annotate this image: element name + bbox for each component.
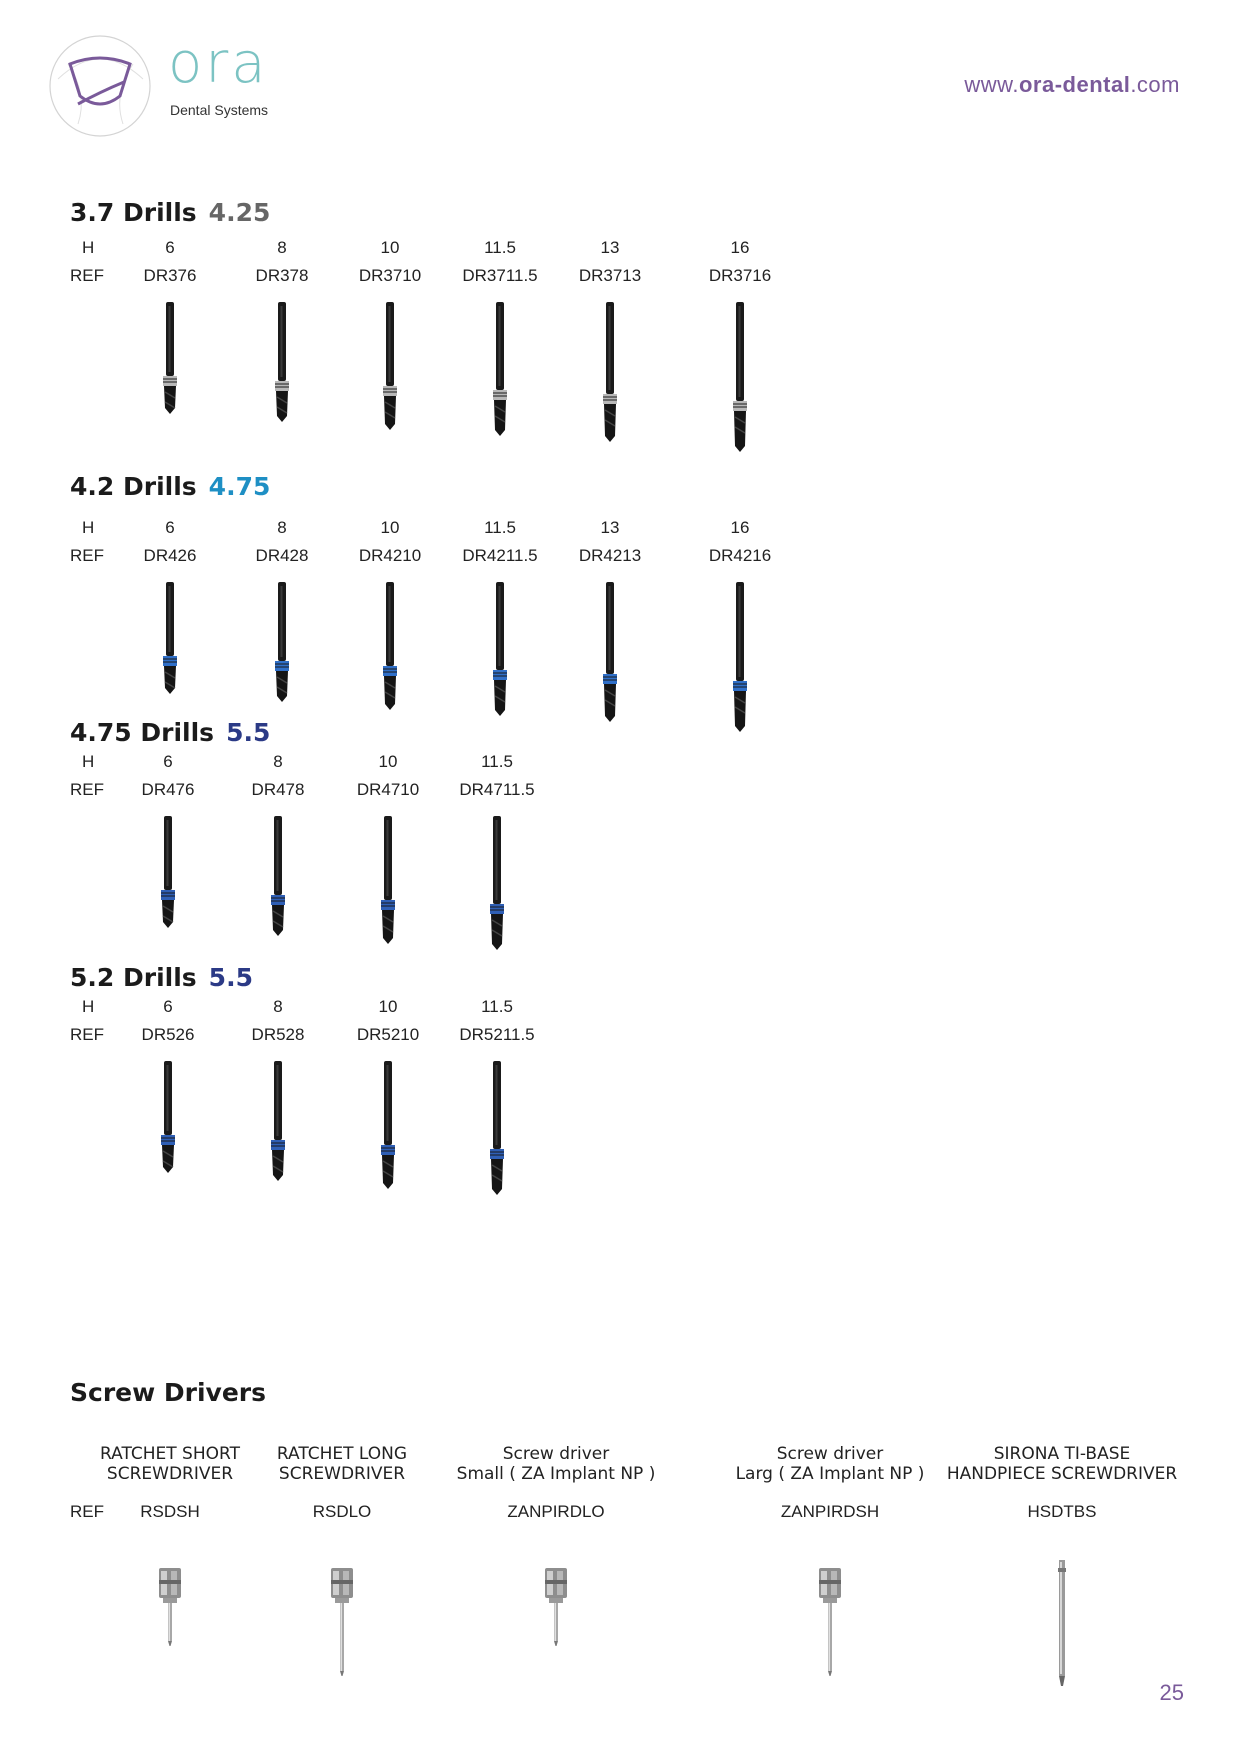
h-value: 16 bbox=[730, 518, 750, 537]
h-value: 6 bbox=[165, 518, 175, 537]
brand-name: ora bbox=[168, 31, 269, 96]
h-value: 10 bbox=[380, 518, 400, 537]
screw-driver-name-line2: SCREWDRIVER bbox=[278, 1464, 406, 1484]
ref-label: REF bbox=[70, 1025, 104, 1044]
drill-image bbox=[378, 582, 402, 714]
screwdriver-icon bbox=[1047, 1560, 1077, 1686]
ref-code: DR476 bbox=[141, 780, 195, 799]
drill-image bbox=[378, 302, 402, 434]
screw-driver-image bbox=[327, 1568, 357, 1680]
ref-code: DR478 bbox=[251, 780, 305, 799]
drill-bit-icon bbox=[378, 302, 402, 430]
h-value: 8 bbox=[273, 752, 283, 771]
h-value: 11.5 bbox=[484, 238, 516, 257]
screwdriver-icon bbox=[815, 1568, 845, 1676]
ref-code: DR376 bbox=[143, 266, 197, 285]
h-value: 6 bbox=[163, 752, 173, 771]
ora-logo-mark bbox=[48, 34, 153, 139]
drill-bit-icon bbox=[156, 816, 180, 928]
screw-driver-name bbox=[736, 1444, 925, 1484]
ref-code: DR4210 bbox=[358, 546, 422, 565]
h-label: H bbox=[82, 518, 95, 537]
screw-driver-name bbox=[947, 1444, 1177, 1484]
screw-driver-name-line1: RATCHET LONG bbox=[276, 1444, 408, 1464]
h-value: 6 bbox=[165, 238, 175, 257]
drill-image bbox=[485, 816, 509, 954]
drill-image bbox=[156, 1061, 180, 1177]
page-number: 25 bbox=[1159, 1680, 1184, 1705]
ref-code: DR526 bbox=[141, 1025, 195, 1044]
ref-code: DR5211.5 bbox=[459, 1025, 535, 1044]
drill-image bbox=[156, 816, 180, 932]
h-value: 13 bbox=[600, 518, 620, 537]
screw-driver-image bbox=[1047, 1560, 1077, 1690]
screw-driver-name-line2: SCREWDRIVER bbox=[106, 1464, 234, 1484]
h-value: 8 bbox=[277, 518, 287, 537]
h-label: H bbox=[82, 238, 95, 257]
section-title-0 bbox=[70, 198, 270, 227]
ref-code: DR4211.5 bbox=[462, 546, 538, 565]
screw-driver-ref: ZANPIRDSH bbox=[780, 1502, 880, 1521]
drill-bit-icon bbox=[270, 302, 294, 422]
screw-driver-name-line2: Larg ( ZA Implant NP ) bbox=[735, 1464, 925, 1484]
section-title-text: 5.2 Drills bbox=[70, 963, 197, 992]
drill-bit-icon bbox=[266, 1061, 290, 1181]
screwdriver-icon bbox=[327, 1568, 357, 1676]
h-value: 13 bbox=[600, 238, 620, 257]
screw-driver-name-line1: SIRONA TI-BASE bbox=[993, 1444, 1131, 1464]
drill-bit-icon bbox=[728, 302, 752, 452]
h-value: 10 bbox=[380, 238, 400, 257]
drill-image bbox=[376, 1061, 400, 1193]
section-title-text: 3.7 Drills bbox=[70, 198, 197, 227]
drill-bit-icon bbox=[598, 302, 622, 442]
drill-bit-icon bbox=[376, 1061, 400, 1189]
ref-code: DR428 bbox=[255, 546, 309, 565]
h-value: 11.5 bbox=[481, 997, 513, 1016]
drill-image bbox=[158, 582, 182, 698]
screw-drivers-title: Screw Drivers bbox=[70, 1378, 267, 1407]
drill-image bbox=[488, 302, 512, 440]
website-link[interactable] bbox=[964, 72, 1180, 98]
drill-bit-icon bbox=[266, 816, 290, 936]
drill-image bbox=[270, 582, 294, 706]
ref-label: REF bbox=[70, 1502, 104, 1521]
website-prefix: www. bbox=[964, 72, 1019, 97]
website-main: ora-dental bbox=[1018, 72, 1131, 97]
ref-code: DR3713 bbox=[578, 266, 642, 285]
section-title-3 bbox=[70, 963, 253, 992]
section-size: 5.5 bbox=[208, 963, 253, 992]
screw-driver-name-line1: Screw driver bbox=[776, 1444, 884, 1464]
screw-driver-name bbox=[100, 1444, 240, 1484]
h-value: 10 bbox=[378, 752, 398, 771]
h-value: 8 bbox=[277, 238, 287, 257]
section-title-2 bbox=[70, 718, 270, 747]
h-label: H bbox=[82, 752, 95, 771]
website-suffix: .com bbox=[1130, 72, 1180, 97]
ref-code: DR3710 bbox=[358, 266, 422, 285]
drill-bit-icon bbox=[270, 582, 294, 702]
screw-driver-name-line2: Small ( ZA Implant NP ) bbox=[456, 1464, 656, 1484]
drill-image bbox=[376, 816, 400, 948]
ref-label: REF bbox=[70, 780, 104, 799]
ref-code: DR4710 bbox=[356, 780, 420, 799]
screw-driver-image bbox=[541, 1568, 571, 1650]
ref-label: REF bbox=[70, 546, 104, 565]
screw-driver-name-line2: HANDPIECE SCREWDRIVER bbox=[946, 1464, 1178, 1484]
drill-bit-icon bbox=[376, 816, 400, 944]
h-value: 11.5 bbox=[481, 752, 513, 771]
ref-code: DR3711.5 bbox=[462, 266, 538, 285]
drill-image bbox=[485, 1061, 509, 1199]
drill-bit-icon bbox=[598, 582, 622, 722]
drill-image bbox=[270, 302, 294, 426]
drill-bit-icon bbox=[156, 1061, 180, 1173]
section-title-1 bbox=[70, 472, 270, 501]
ref-label: REF bbox=[70, 266, 104, 285]
drill-image bbox=[728, 302, 752, 456]
brand-subtitle: Dental Systems bbox=[170, 102, 269, 118]
drill-image bbox=[266, 1061, 290, 1185]
drill-bit-icon bbox=[488, 582, 512, 716]
drill-image bbox=[598, 582, 622, 726]
drill-bit-icon bbox=[158, 582, 182, 694]
section-size: 5.5 bbox=[226, 718, 271, 747]
section-size: 4.75 bbox=[208, 472, 271, 501]
ref-code: DR378 bbox=[255, 266, 309, 285]
screw-driver-ref: RSDSH bbox=[140, 1502, 200, 1521]
drill-bit-icon bbox=[378, 582, 402, 710]
screwdriver-icon bbox=[155, 1568, 185, 1646]
drill-image bbox=[266, 816, 290, 940]
ref-code: DR4213 bbox=[578, 546, 642, 565]
ref-code: DR3716 bbox=[708, 266, 772, 285]
screw-driver-ref: ZANPIRDLO bbox=[507, 1502, 605, 1521]
drill-image bbox=[158, 302, 182, 418]
h-value: 8 bbox=[273, 997, 283, 1016]
section-size: 4.25 bbox=[208, 198, 271, 227]
screw-driver-image bbox=[815, 1568, 845, 1680]
ref-code: DR528 bbox=[251, 1025, 305, 1044]
drill-bit-icon bbox=[485, 816, 509, 950]
h-label: H bbox=[82, 997, 95, 1016]
ref-code: DR426 bbox=[143, 546, 197, 565]
screw-driver-image bbox=[155, 1568, 185, 1650]
h-value: 16 bbox=[730, 238, 750, 257]
screw-driver-name bbox=[277, 1444, 407, 1484]
screwdriver-icon bbox=[541, 1568, 571, 1646]
drill-bit-icon bbox=[158, 302, 182, 414]
section-title-text: 4.2 Drills bbox=[70, 472, 197, 501]
section-title-text: 4.75 Drills bbox=[70, 718, 215, 747]
drill-image bbox=[728, 582, 752, 736]
drill-bit-icon bbox=[728, 582, 752, 732]
ref-code: DR5210 bbox=[356, 1025, 420, 1044]
h-value: 11.5 bbox=[484, 518, 516, 537]
h-value: 10 bbox=[378, 997, 398, 1016]
drill-image bbox=[488, 582, 512, 720]
screw-driver-name-line1: RATCHET SHORT bbox=[100, 1444, 240, 1464]
drill-bit-icon bbox=[485, 1061, 509, 1195]
ref-code: DR4216 bbox=[708, 546, 772, 565]
h-value: 6 bbox=[163, 997, 173, 1016]
drill-bit-icon bbox=[488, 302, 512, 436]
screw-driver-ref: RSDLO bbox=[312, 1502, 372, 1521]
screw-driver-ref: HSDTBS bbox=[1027, 1502, 1097, 1521]
drill-image bbox=[598, 302, 622, 446]
screw-driver-name-line1: Screw driver bbox=[502, 1444, 610, 1464]
screw-driver-name bbox=[457, 1444, 656, 1484]
ref-code: DR4711.5 bbox=[459, 780, 535, 799]
